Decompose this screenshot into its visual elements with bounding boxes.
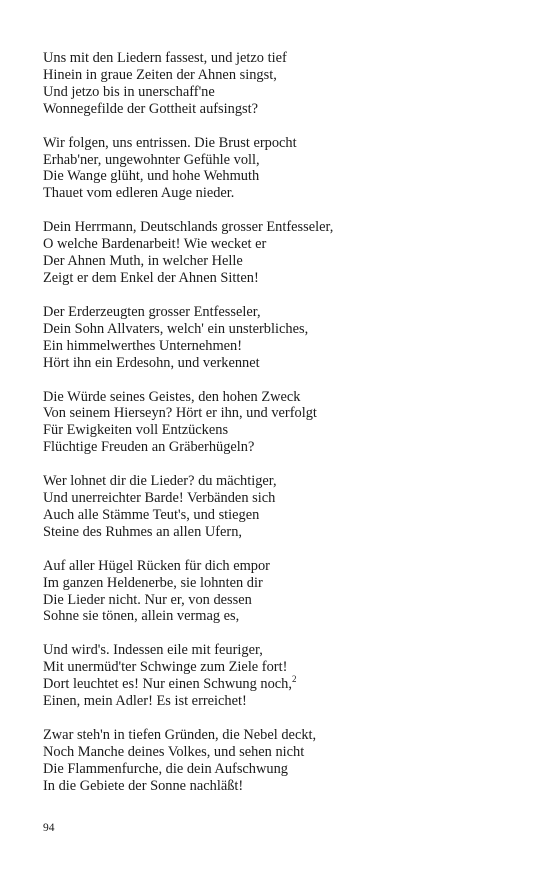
- footnote-marker[interactable]: 2: [291, 674, 297, 685]
- verse-line: Flüchtige Freuden an Gräberhügeln?: [43, 439, 255, 456]
- verse-line: Sohne sie tönen, allein vermag es,: [43, 608, 240, 625]
- verse-line: Und wird's. Indessen eile mit feuriger,: [43, 642, 263, 659]
- verse-line: Steine des Ruhmes an allen Ufern,: [43, 523, 243, 540]
- verse-line: Noch Manche deines Volkes, und sehen nicht: [43, 743, 305, 760]
- verse-line: Mit unermüd'ter Schwinge zum Ziele fort!: [43, 659, 288, 676]
- verse-line: Wonnegefilde der Gottheit aufsingst?: [43, 100, 259, 117]
- verse-line: Und jetzo bis in unerschaff'ne: [43, 83, 215, 100]
- stanza-5: [43, 389, 513, 457]
- verse-line: Der Ahnen Muth, in welcher Helle: [43, 253, 243, 270]
- verse-line: Und unerreichter Barde! Verbänden sich: [43, 490, 276, 507]
- verse-line: Wir folgen, uns entrissen. Die Brust erpocht: [43, 134, 297, 151]
- verse-line: Uns mit den Liedern fassest, und jetzo tief: [43, 50, 287, 66]
- verse-line: Die Lieder nicht. Nur er, von dessen: [43, 591, 252, 608]
- stanza-8: [43, 642, 513, 710]
- verse-line: Für Ewigkeiten voll Entzückens: [43, 422, 229, 439]
- verse-line: Die Wange glüht, und hohe Wehmuth: [43, 168, 260, 185]
- verse-line: Zwar steh'n in tiefen Gründen, die Nebel deckt,: [43, 727, 317, 743]
- verse-line-with-footnote: [43, 676, 513, 693]
- verse-line: Zeigt er dem Enkel der Ahnen Sitten!: [43, 269, 259, 286]
- verse-line: Dein Herrmann, Deutschlands grosser Entfesseler,: [43, 219, 334, 236]
- verse-line: Im ganzen Heldenerbe, sie lohnten dir: [43, 574, 263, 591]
- verse-line: Thauet vom edleren Auge nieder.: [43, 185, 235, 202]
- stanza-7: [43, 558, 513, 626]
- verse-line: Hinein in graue Zeiten der Ahnen singst,: [43, 66, 277, 83]
- verse-line: O welche Bardenarbeit! Wie wecket er: [43, 236, 267, 253]
- verse-line: Auch alle Stämme Teut's, und stiegen: [43, 506, 260, 523]
- verse-line-text: Dort leuchtet es! Nur einen Schwung noch,: [43, 676, 292, 693]
- stanza-2: [43, 135, 513, 203]
- stanza-4: [43, 304, 513, 372]
- poem-body: [43, 50, 513, 812]
- verse-line: Auf aller Hügel Rücken für dich empor: [43, 557, 270, 574]
- verse-line: Erhab'ner, ungewohnter Gefühle voll,: [43, 151, 260, 168]
- stanza-6: [43, 473, 513, 541]
- verse-line: Einen, mein Adler! Es ist erreichet!: [43, 693, 247, 710]
- verse-line: Von seinem Hierseyn? Hört er ihn, und verfolgt: [43, 405, 317, 422]
- verse-line: Die Flammenfurche, die dein Aufschwung: [43, 760, 288, 777]
- verse-line: Ein himmelwerthes Unternehmen!: [43, 337, 243, 354]
- verse-line: In die Gebiete der Sonne nachläßt!: [43, 777, 244, 794]
- verse-line: Dein Sohn Allvaters, welch' ein unsterbliches,: [43, 320, 309, 337]
- verse-line: Hört ihn ein Erdesohn, und verkennet: [43, 354, 260, 371]
- stanza-3: [43, 219, 513, 287]
- verse-line: Der Erderzeugten grosser Entfesseler,: [43, 303, 261, 320]
- stanza-1: [43, 50, 513, 118]
- verse-line: Die Würde seines Geistes, den hohen Zweck: [43, 388, 301, 405]
- stanza-9: [43, 727, 513, 795]
- verse-line: Wer lohnet dir die Lieder? du mächtiger,: [43, 473, 277, 490]
- page-number: 94: [43, 822, 55, 834]
